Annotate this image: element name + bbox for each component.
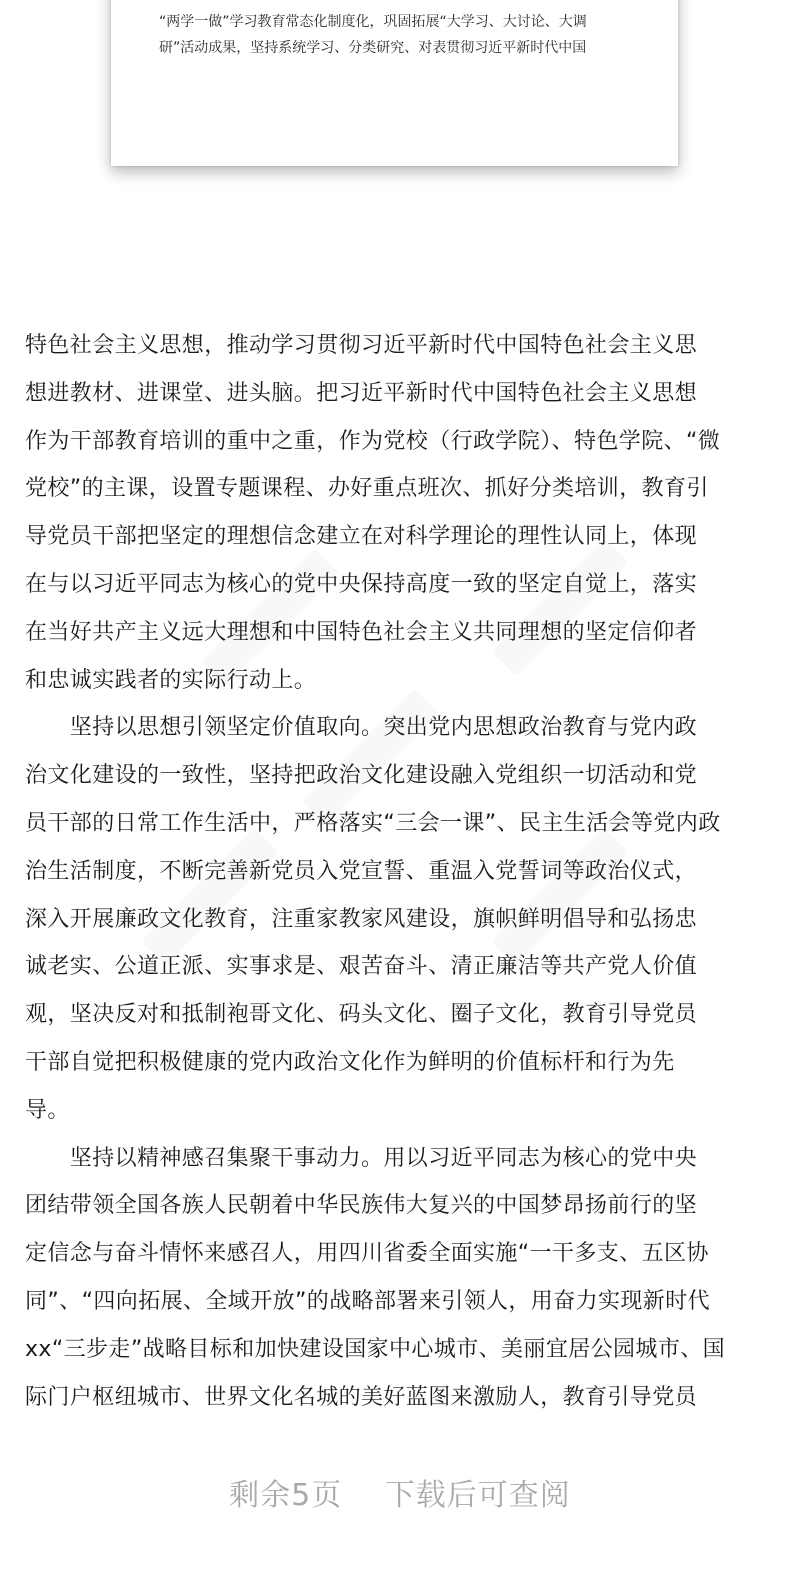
body-line: 同”、“四向拓展、全域开放”的战略部署来引领人，用奋力实现新时代	[25, 1288, 710, 1314]
body-line: 特色社会主义思想，推动学习贯彻习近平新时代中国特色社会主义思	[25, 333, 698, 358]
body-line: 在当好共产主义远大理想和中国特色社会主义共同理想的坚定信仰者	[25, 619, 698, 645]
download-to-view-link[interactable]: 下载后可查阅	[384, 1478, 571, 1513]
remaining-pages-text: 剩余5页	[229, 1478, 343, 1513]
body-line: 员干部的日常工作生活中，严格落实“三会一课”、民主生活会等党内政	[25, 810, 721, 836]
body-line: 际门户枢纽城市、世界文化名城的美好蓝图来激励人，教育引导党员	[25, 1384, 698, 1410]
body-line: 团结带领全国各族人民朝着中华民族伟大复兴的中国梦昂扬前行的坚	[25, 1193, 698, 1219]
body-line: 诚老实、公道正派、实事求是、艰苦奋斗、清正廉洁等共产党人价值	[25, 954, 698, 980]
body-line: xx“三步走”战略目标和加快建设国家中心城市、美丽宜居公园城市、国	[25, 1336, 726, 1362]
preview-card-text	[159, 0, 659, 61]
body-line: 治生活制度，不断完善新党员入党宣誓、重温入党誓词等政治仪式，	[25, 858, 698, 884]
card-line: “两学一做”学习教育常态化制度化，巩固拓展“大学习、大讨论、大调	[159, 14, 587, 30]
body-line: 作为干部教育培训的重中之重，作为党校（行政学院）、特色学院、“微	[25, 428, 721, 454]
body-line: 导。	[25, 1097, 70, 1123]
body-line: 坚持以思想引领坚定价值取向。突出党内思想政治教育与党内政	[25, 715, 698, 741]
body-line: 干部自觉把积极健康的党内政治文化作为鲜明的价值标杆和行为先	[25, 1049, 675, 1075]
body-line: 导党员干部把坚定的理想信念建立在对科学理论的理性认同上，体现	[25, 524, 698, 550]
download-prompt[interactable]	[0, 1470, 800, 1514]
body-line: 在与以习近平同志为核心的党中央保持高度一致的坚定自觉上，落实	[25, 571, 698, 597]
card-cut-line	[159, 0, 659, 9]
body-line: 和忠诚实践者的实际行动上。	[25, 667, 317, 693]
body-line: 深入开展廉政文化教育，注重家教家风建设，旗帜鲜明倡导和弘扬忠	[25, 906, 698, 932]
body-line: 定信念与奋斗情怀来感召人，用四川省委全面实施“一干多支、五区协	[25, 1241, 709, 1267]
body-line: 观，坚决反对和抵制袍哥文化、码头文化、圈子文化，教育引导党员	[25, 1002, 698, 1028]
preview-card	[111, 0, 678, 166]
document-body	[25, 322, 775, 1421]
card-line: 研”活动成果，坚持系统学习、分类研究、对表贯彻习近平新时代中国	[159, 40, 587, 56]
body-line: 党校”的主课，设置专题课程、办好重点班次、抓好分类培训，教育引	[25, 476, 709, 502]
body-line: 治文化建设的一致性，坚持把政治文化建设融入党组织一切活动和党	[25, 763, 698, 789]
body-line: 坚持以精神感召集聚干事动力。用以习近平同志为核心的党中央	[25, 1145, 698, 1171]
body-line: 想进教材、进课堂、进头脑。把习近平新时代中国特色社会主义思想	[25, 380, 698, 406]
